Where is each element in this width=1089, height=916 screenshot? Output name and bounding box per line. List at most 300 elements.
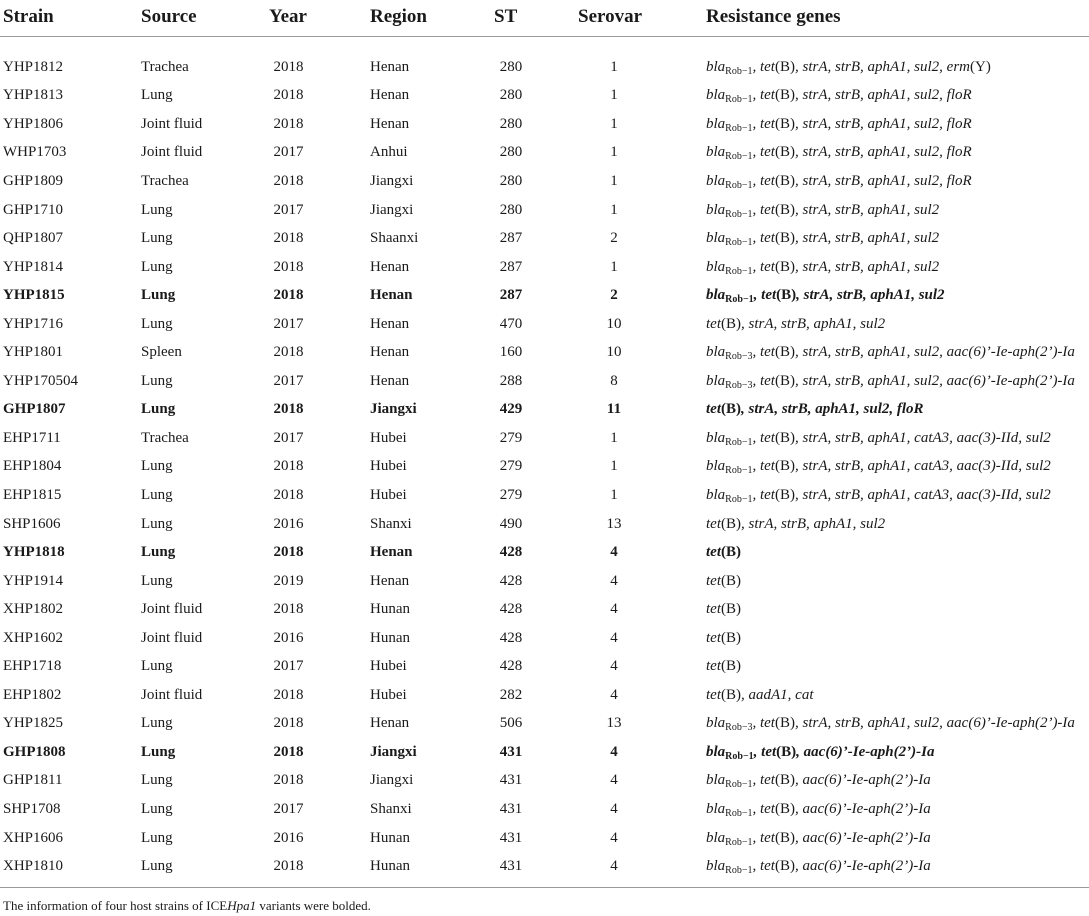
gene-text: , — [752, 458, 760, 475]
table-row — [0, 424, 1089, 453]
cell-strain: YHP1716 — [3, 315, 64, 332]
header-st: ST — [494, 0, 578, 37]
cell-region: Hubei — [370, 429, 407, 446]
cell-year: 2018 — [273, 772, 304, 789]
gene-text: , strA, strB, aphA1, sul2, floR — [794, 115, 972, 132]
cell-strain: YHP1825 — [3, 715, 64, 732]
gene-text: bla — [706, 829, 726, 846]
table-row — [0, 738, 1089, 767]
cell-st: 280 — [499, 115, 523, 132]
table-row — [0, 82, 1089, 111]
gene-text: , — [752, 201, 760, 218]
cell-serovar: 13 — [606, 715, 622, 732]
cell-resistance-genes — [706, 824, 1089, 853]
cell-st: 288 — [499, 372, 523, 389]
cell-st: 431 — [499, 772, 523, 789]
cell-serovar: 1 — [610, 258, 618, 275]
cell-st: 280 — [499, 201, 523, 218]
gene-text: , strA, strB, aphA1, sul2, aac(6)’-Ie-aph(2’)-Ia — [794, 344, 1075, 361]
cell-serovar: 4 — [610, 544, 618, 561]
cell-strain: SHP1708 — [3, 800, 61, 817]
gene-text: , — [752, 258, 760, 275]
cell-st: 506 — [499, 715, 523, 732]
table-row — [0, 795, 1089, 824]
cell-strain: YHP1818 — [3, 544, 65, 561]
cell-year: 2019 — [273, 572, 304, 589]
cell-year: 2017 — [273, 144, 304, 161]
gene-text: , aac(6)’-Ie-aph(2’)-Ia — [794, 772, 931, 789]
cell-strain: YHP1813 — [3, 87, 64, 104]
cell-strain: YHP1812 — [3, 58, 64, 75]
cell-serovar: 10 — [606, 315, 622, 332]
gene-text: , strA, strB, aphA1, sul2, floR — [794, 87, 972, 104]
cell-serovar: 4 — [610, 658, 618, 675]
table-row — [0, 281, 1089, 310]
gene-text: , — [752, 172, 760, 189]
cell-resistance-genes — [706, 767, 1089, 796]
gene-text: tet — [706, 572, 721, 589]
cell-source: Lung — [141, 772, 173, 789]
gene-text: tet — [759, 372, 775, 389]
cell-source: Trachea — [141, 172, 189, 189]
cell-region: Hubei — [370, 486, 407, 503]
cell-source: Trachea — [141, 429, 189, 446]
cell-region: Shaanxi — [370, 230, 419, 247]
gene-upright: (B) — [721, 515, 741, 532]
header-region: Region — [370, 0, 494, 37]
gene-upright: (B) — [774, 858, 795, 875]
cell-resistance-genes — [706, 652, 1089, 681]
cell-serovar: 4 — [610, 829, 618, 846]
gene-upright: (B) — [774, 486, 795, 503]
table-row — [0, 710, 1089, 739]
cell-resistance-genes — [706, 424, 1089, 453]
header-serovar: Serovar — [578, 0, 706, 37]
table-row — [0, 453, 1089, 482]
cell-source: Lung — [141, 544, 176, 561]
cell-year: 2018 — [273, 115, 304, 132]
gene-text: tet — [759, 486, 775, 503]
cell-resistance-genes — [706, 82, 1089, 111]
gene-text: bla — [706, 743, 726, 760]
gene-text: tet — [761, 287, 777, 304]
gene-text: , — [752, 829, 760, 846]
cell-source: Lung — [141, 486, 173, 503]
table-bottom-rule — [0, 887, 1089, 888]
table-row — [0, 53, 1089, 82]
cell-resistance-genes — [706, 595, 1089, 624]
gene-upright: (B) — [774, 58, 795, 75]
gene-text: , — [752, 486, 760, 503]
gene-text: bla — [706, 858, 726, 875]
gene-upright: (B) — [721, 686, 741, 703]
cell-serovar: 13 — [606, 515, 622, 532]
cell-serovar: 4 — [610, 772, 618, 789]
gene-text: tet — [759, 429, 775, 446]
gene-text: tet — [761, 743, 777, 760]
gene-text: bla — [706, 258, 726, 275]
cell-year: 2018 — [273, 87, 304, 104]
cell-region: Henan — [370, 715, 410, 732]
gene-text: , — [752, 87, 760, 104]
cell-source: Lung — [141, 87, 173, 104]
cell-resistance-genes — [706, 338, 1089, 367]
gene-text: erm — [946, 58, 970, 75]
cell-year: 2018 — [273, 544, 304, 561]
cell-strain: XHP1602 — [3, 629, 64, 646]
gene-text: tet — [759, 201, 775, 218]
cell-st: 431 — [499, 858, 523, 875]
gene-text: , — [752, 800, 760, 817]
cell-year: 2018 — [273, 858, 304, 875]
cell-serovar: 4 — [610, 743, 618, 760]
table-row — [0, 367, 1089, 396]
gene-text: , aac(6)’-Ie-aph(2’)-Ia — [794, 858, 931, 875]
cell-st: 287 — [499, 230, 523, 247]
gene-subscript: Rob−1 — [725, 750, 754, 762]
cell-resistance-genes — [706, 453, 1089, 482]
cell-source: Spleen — [141, 344, 182, 361]
gene-subscript: Rob−1 — [725, 807, 753, 819]
cell-strain: YHP1814 — [3, 258, 64, 275]
gene-text: bla — [706, 715, 726, 732]
cell-year: 2018 — [273, 258, 304, 275]
cell-region: Henan — [370, 372, 410, 389]
table-row — [0, 681, 1089, 710]
gene-subscript: Rob−1 — [725, 294, 754, 306]
gene-text: tet — [759, 458, 775, 475]
cell-year: 2017 — [273, 658, 304, 675]
cell-strain: GHP1811 — [3, 772, 63, 789]
cell-source: Lung — [141, 800, 173, 817]
cell-year: 2017 — [273, 800, 304, 817]
gene-subscript: Rob−1 — [725, 122, 753, 134]
header-strain: Strain — [0, 0, 141, 37]
gene-text: bla — [706, 287, 726, 304]
gene-text: , strA, strB, aphA1, sul2, floR — [741, 401, 924, 418]
cell-strain: SHP1606 — [3, 515, 61, 532]
gene-upright: (B) — [774, 829, 795, 846]
cell-resistance-genes — [706, 196, 1089, 225]
gene-text: , — [752, 58, 760, 75]
cell-serovar: 1 — [610, 87, 618, 104]
gene-text: tet — [759, 115, 775, 132]
cell-strain: GHP1710 — [3, 201, 64, 218]
cell-region: Jiangxi — [370, 172, 414, 189]
cell-resistance-genes — [706, 567, 1089, 596]
table-row — [0, 253, 1089, 282]
cell-serovar: 8 — [610, 372, 618, 389]
cell-region: Henan — [370, 87, 410, 104]
cell-strain: EHP1718 — [3, 658, 62, 675]
header-year: Year — [269, 0, 370, 37]
cell-strain: XHP1810 — [3, 858, 64, 875]
gene-upright: (B) — [774, 144, 795, 161]
gene-text: tet — [706, 658, 721, 675]
gene-subscript: Rob−1 — [725, 836, 753, 848]
cell-resistance-genes — [706, 738, 1089, 767]
cell-region: Hunan — [370, 629, 410, 646]
cell-region: Henan — [370, 58, 410, 75]
cell-st: 279 — [499, 458, 523, 475]
cell-year: 2018 — [273, 344, 304, 361]
cell-resistance-genes — [706, 167, 1089, 196]
cell-source: Lung — [141, 315, 173, 332]
cell-region: Hubei — [370, 686, 407, 703]
cell-st: 280 — [499, 172, 523, 189]
gene-upright: (B) — [721, 544, 741, 561]
table-footnote — [3, 898, 371, 914]
table-row — [0, 567, 1089, 596]
gene-subscript: Rob−1 — [725, 779, 753, 791]
gene-upright: (B) — [774, 230, 795, 247]
cell-st: 431 — [499, 743, 523, 760]
gene-subscript: Rob−3 — [725, 722, 753, 734]
cell-source: Lung — [141, 743, 176, 760]
cell-region: Henan — [370, 287, 413, 304]
gene-text: , — [753, 743, 762, 760]
cell-source: Joint fluid — [141, 115, 203, 132]
table-row — [0, 481, 1089, 510]
cell-serovar: 4 — [610, 686, 618, 703]
cell-strain: EHP1815 — [3, 486, 62, 503]
gene-text: tet — [706, 401, 721, 418]
cell-st: 280 — [499, 58, 523, 75]
cell-year: 2018 — [273, 458, 304, 475]
cell-strain: YHP170504 — [3, 372, 79, 389]
cell-year: 2018 — [273, 601, 304, 618]
cell-serovar: 1 — [610, 458, 618, 475]
cell-source: Joint fluid — [141, 601, 203, 618]
table-row — [0, 510, 1089, 539]
gene-upright: (B) — [774, 372, 795, 389]
cell-serovar: 1 — [610, 486, 618, 503]
gene-text: , — [752, 715, 760, 732]
cell-region: Hunan — [370, 601, 410, 618]
gene-text: tet — [759, 829, 775, 846]
gene-upright: (B) — [774, 258, 795, 275]
gene-upright: (Y) — [970, 58, 991, 75]
gene-text: bla — [706, 87, 726, 104]
gene-subscript: Rob−3 — [725, 379, 753, 391]
gene-text: tet — [706, 601, 721, 618]
gene-subscript: Rob−3 — [725, 351, 753, 363]
cell-serovar: 11 — [606, 401, 622, 418]
cell-resistance-genes — [706, 53, 1089, 82]
cell-resistance-genes — [706, 367, 1089, 396]
cell-source: Trachea — [141, 58, 189, 75]
gene-upright: (B) — [721, 629, 741, 646]
gene-upright: (B) — [721, 315, 741, 332]
cell-st: 279 — [499, 486, 523, 503]
cell-st: 287 — [499, 258, 523, 275]
table-row — [0, 396, 1089, 425]
gene-subscript: Rob−1 — [725, 179, 753, 191]
gene-upright: (B) — [774, 172, 795, 189]
cell-region: Henan — [370, 258, 410, 275]
table-row — [0, 338, 1089, 367]
cell-source: Lung — [141, 458, 173, 475]
gene-text: , strA, strB, aphA1, catA3, aac(3)-IId, sul2 — [794, 486, 1051, 503]
cell-strain: EHP1711 — [3, 429, 61, 446]
cell-resistance-genes — [706, 396, 1089, 425]
gene-subscript: Rob−1 — [725, 493, 753, 505]
cell-source: Joint fluid — [141, 686, 203, 703]
cell-strain: QHP1807 — [3, 230, 64, 247]
cell-serovar: 2 — [610, 287, 618, 304]
gene-subscript: Rob−1 — [725, 208, 753, 220]
gene-subscript: Rob−1 — [725, 151, 753, 163]
gene-text: bla — [706, 58, 726, 75]
cell-strain: GHP1807 — [3, 401, 66, 418]
cell-st: 431 — [499, 800, 523, 817]
cell-st: 428 — [499, 544, 523, 561]
cell-region: Jiangxi — [370, 743, 417, 760]
cell-region: Hubei — [370, 458, 407, 475]
cell-resistance-genes — [706, 538, 1089, 567]
cell-year: 2017 — [273, 201, 304, 218]
gene-text: bla — [706, 429, 726, 446]
table-row — [0, 196, 1089, 225]
cell-region: Hubei — [370, 658, 407, 675]
gene-upright: (B) — [776, 743, 797, 760]
gene-text: , strA, strB, aphA1, sul2 — [741, 515, 886, 532]
cell-resistance-genes — [706, 139, 1089, 168]
cell-st: 287 — [499, 287, 523, 304]
cell-region: Henan — [370, 544, 413, 561]
gene-upright: (B) — [721, 601, 741, 618]
cell-strain: YHP1914 — [3, 572, 64, 589]
cell-st: 280 — [499, 87, 523, 104]
cell-strain: EHP1802 — [3, 686, 62, 703]
table-row — [0, 310, 1089, 339]
gene-text: , strA, strB, aphA1, sul2 — [741, 315, 886, 332]
gene-subscript: Rob−1 — [725, 436, 753, 448]
gene-text: , strA, strB, aphA1, sul2, aac(6)’-Ie-aph(2’)-Ia — [794, 715, 1075, 732]
cell-st: 279 — [499, 429, 523, 446]
cell-region: Hunan — [370, 829, 410, 846]
cell-serovar: 1 — [610, 58, 618, 75]
gene-text: bla — [706, 201, 726, 218]
gene-upright: (B) — [774, 715, 795, 732]
cell-resistance-genes — [706, 681, 1089, 710]
cell-resistance-genes — [706, 310, 1089, 339]
cell-source: Lung — [141, 372, 173, 389]
table-row — [0, 110, 1089, 139]
gene-text: tet — [759, 87, 775, 104]
gene-text: , — [753, 287, 762, 304]
cell-serovar: 4 — [610, 629, 618, 646]
cell-source: Lung — [141, 715, 173, 732]
gene-text: , aadA1, cat — [741, 686, 814, 703]
cell-strain: EHP1804 — [3, 458, 62, 475]
gene-text: , — [752, 372, 760, 389]
table-row — [0, 139, 1089, 168]
cell-source: Joint fluid — [141, 629, 203, 646]
gene-text: , strA, strB, aphA1, sul2 — [794, 201, 940, 218]
table-row — [0, 767, 1089, 796]
gene-text: , — [752, 344, 760, 361]
gene-text: , — [752, 429, 760, 446]
gene-text: , strA, strB, aphA1, sul2 — [796, 287, 945, 304]
gene-text: bla — [706, 344, 726, 361]
cell-st: 160 — [499, 344, 523, 361]
gene-text: , — [752, 858, 760, 875]
cell-source: Lung — [141, 572, 173, 589]
footnote-text-before: The information of four host strains of ICE — [3, 898, 228, 913]
cell-strain: XHP1802 — [3, 601, 64, 618]
gene-upright: (B) — [774, 429, 795, 446]
cell-resistance-genes — [706, 795, 1089, 824]
cell-year: 2017 — [273, 429, 304, 446]
cell-st: 428 — [499, 629, 523, 646]
cell-serovar: 4 — [610, 572, 618, 589]
cell-strain: GHP1809 — [3, 172, 64, 189]
gene-upright: (B) — [774, 772, 795, 789]
gene-text: , — [752, 772, 760, 789]
gene-upright: (B) — [774, 87, 795, 104]
cell-st: 429 — [499, 401, 523, 418]
cell-region: Henan — [370, 572, 410, 589]
gene-text: , strA, strB, aphA1, catA3, aac(3)-IId, sul2 — [794, 458, 1051, 475]
cell-strain: XHP1606 — [3, 829, 64, 846]
cell-year: 2018 — [273, 686, 304, 703]
cell-serovar: 1 — [610, 201, 618, 218]
cell-source: Lung — [141, 258, 173, 275]
gene-text: , aac(6)’-Ie-aph(2’)-Ia — [794, 829, 931, 846]
header-source: Source — [141, 0, 269, 37]
table-row — [0, 852, 1089, 881]
cell-st: 280 — [499, 144, 523, 161]
table-row — [0, 224, 1089, 253]
gene-text: tet — [759, 258, 775, 275]
cell-source: Lung — [141, 287, 176, 304]
gene-upright: (B) — [721, 572, 741, 589]
gene-upright: (B) — [721, 401, 741, 418]
gene-text: bla — [706, 800, 726, 817]
table-header — [0, 0, 1089, 53]
cell-source: Joint fluid — [141, 144, 203, 161]
cell-source: Lung — [141, 858, 173, 875]
cell-region: Jiangxi — [370, 772, 414, 789]
table-row — [0, 652, 1089, 681]
cell-resistance-genes — [706, 481, 1089, 510]
cell-region: Shanxi — [370, 515, 412, 532]
gene-text: , strA, strB, aphA1, sul2 — [794, 258, 940, 275]
gene-text: tet — [706, 629, 721, 646]
cell-year: 2017 — [273, 372, 304, 389]
cell-year: 2018 — [273, 58, 304, 75]
gene-text: , strA, strB, aphA1, sul2, floR — [794, 144, 972, 161]
cell-strain: YHP1801 — [3, 344, 64, 361]
cell-region: Jiangxi — [370, 401, 417, 418]
cell-resistance-genes — [706, 510, 1089, 539]
gene-upright: (B) — [774, 458, 795, 475]
gene-subscript: Rob−1 — [725, 265, 753, 277]
gene-text: tet — [759, 58, 775, 75]
table-row — [0, 624, 1089, 653]
header-resistance-genes: Resistance genes — [706, 0, 1089, 37]
cell-serovar: 1 — [610, 172, 618, 189]
cell-serovar: 10 — [606, 344, 622, 361]
gene-upright: (B) — [774, 800, 795, 817]
gene-text: , aac(6)’-Ie-aph(2’)-Ia — [794, 800, 931, 817]
cell-serovar: 4 — [610, 601, 618, 618]
gene-text: tet — [759, 800, 775, 817]
cell-source: Lung — [141, 230, 173, 247]
gene-subscript: Rob−1 — [725, 237, 753, 249]
cell-serovar: 4 — [610, 800, 618, 817]
